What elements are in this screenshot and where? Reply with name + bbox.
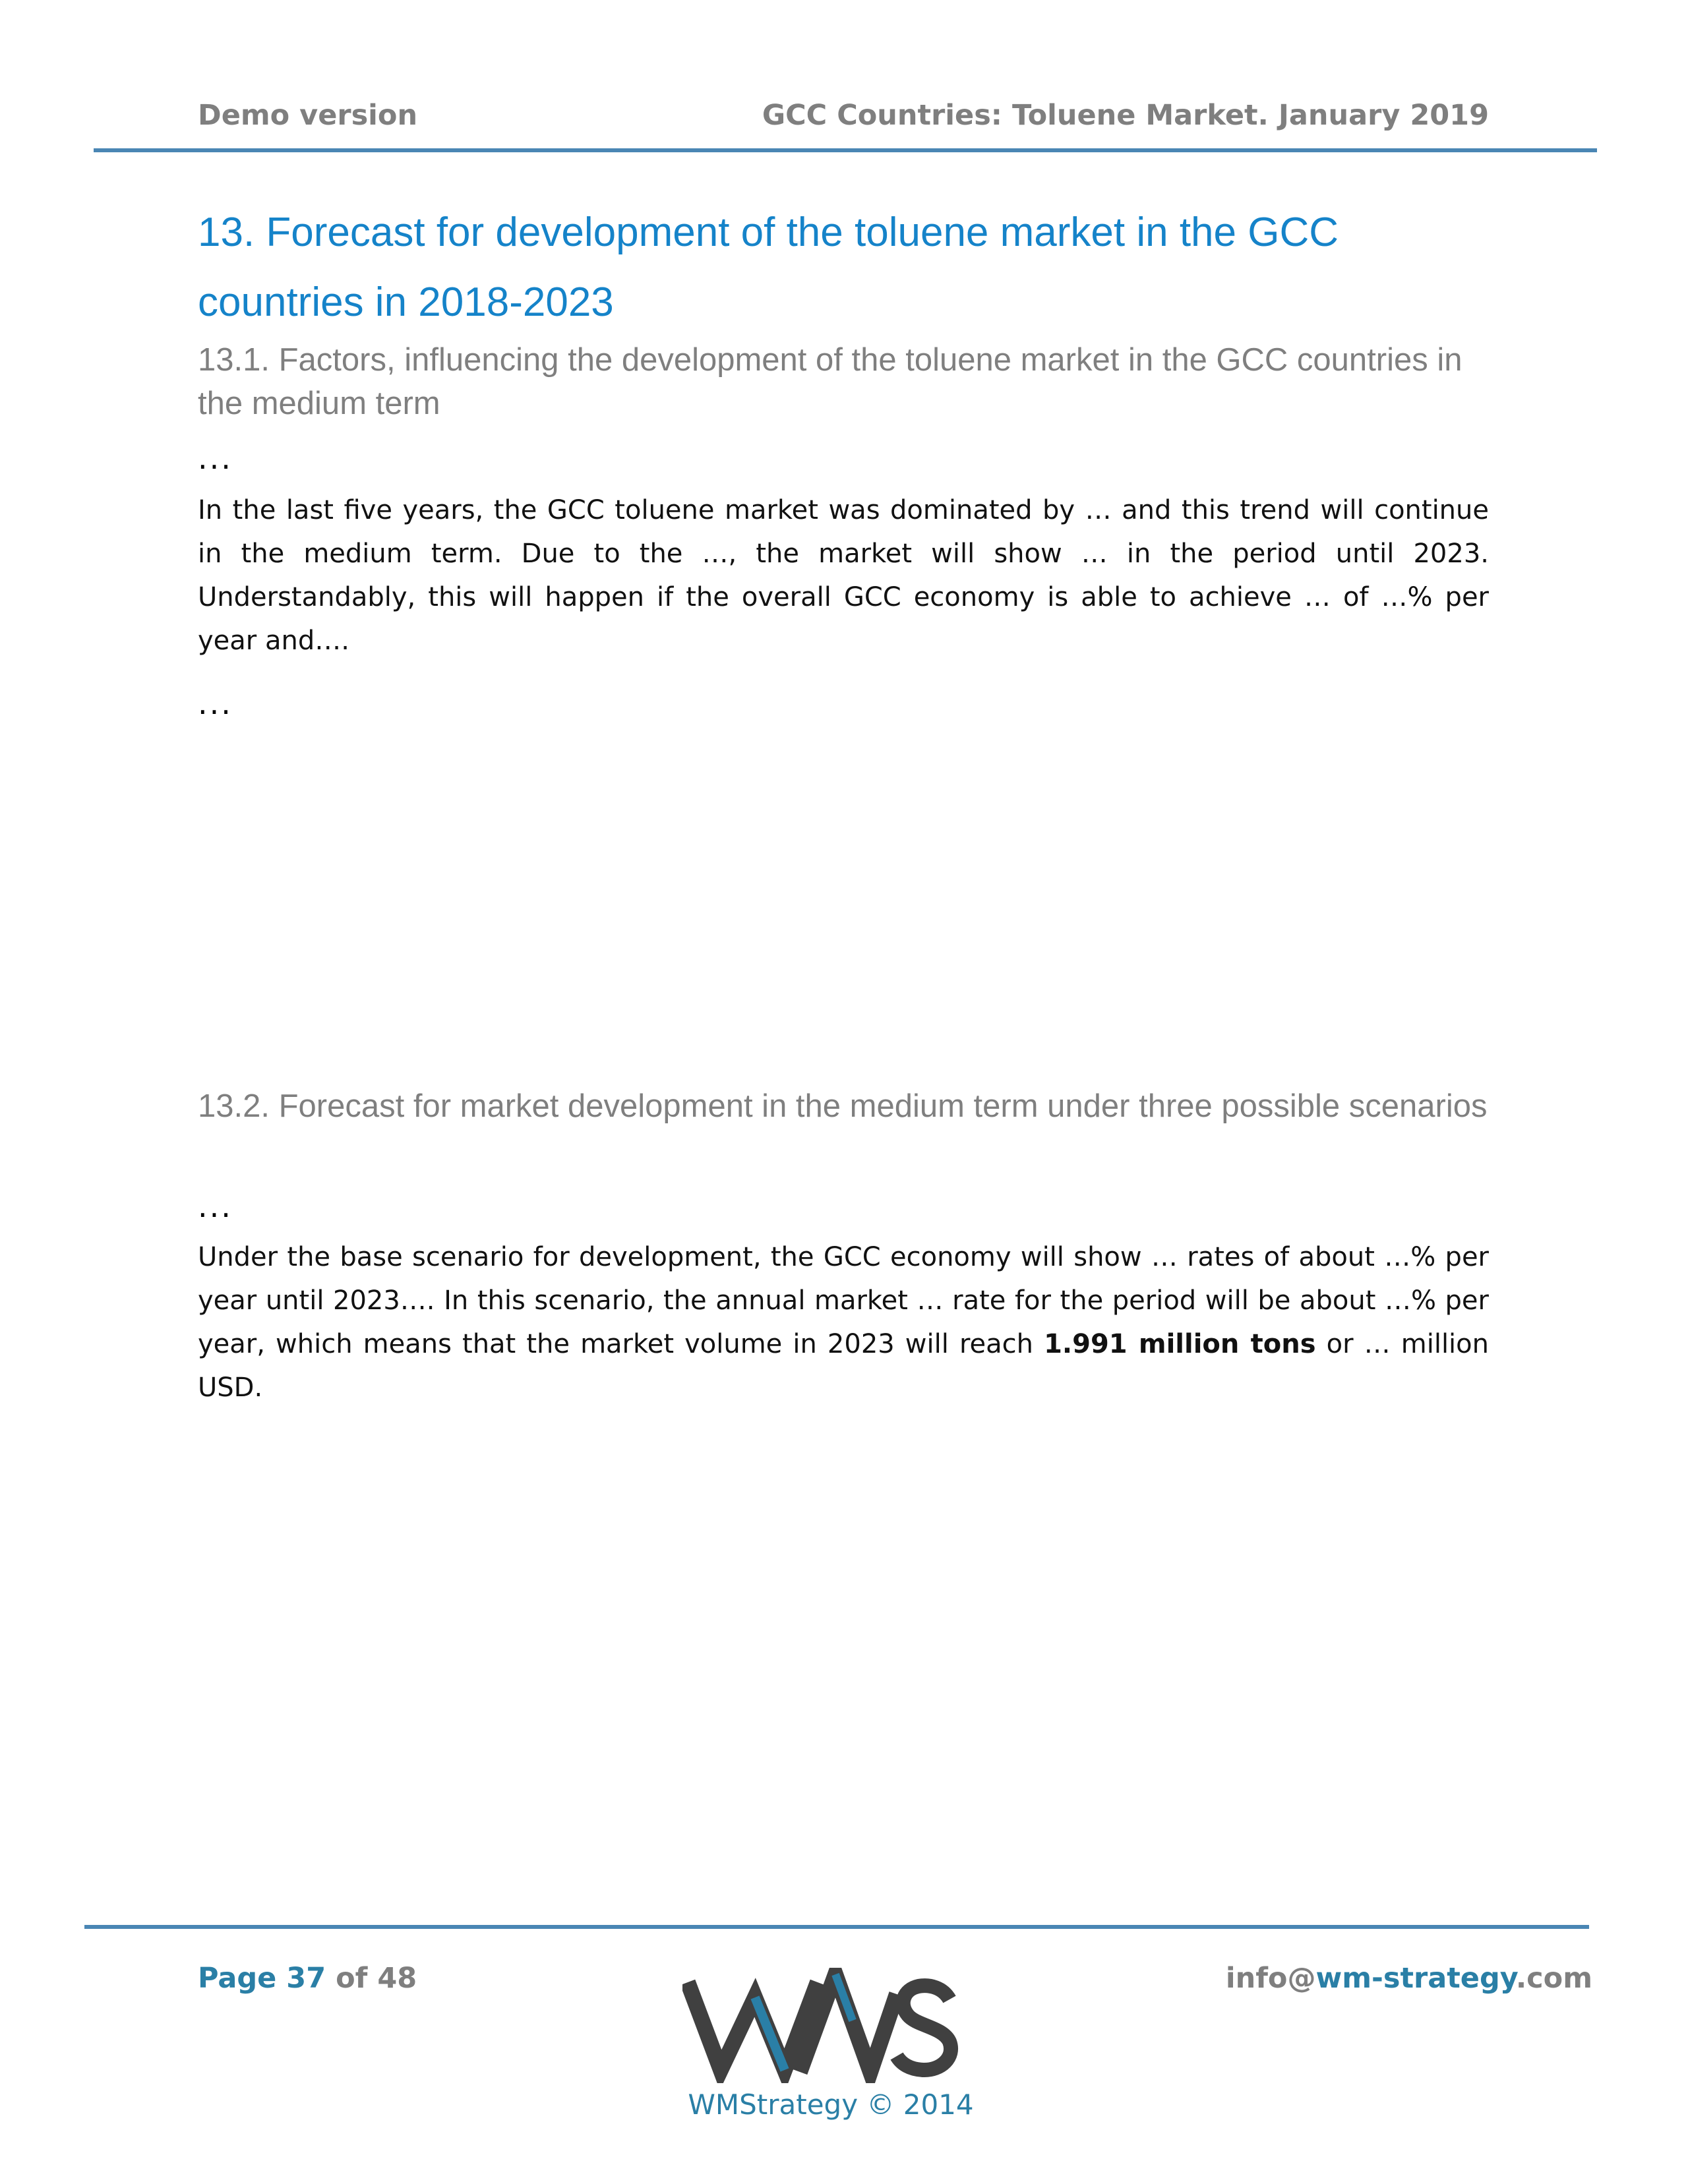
ellipsis-1: ... [198,440,233,476]
contact-email[interactable] [1226,1962,1592,1995]
ellipsis-2: ... [198,686,233,721]
subsection-13-1-title: 13.1. Factors, influencing the development of the toluene market in the GCC countries in the medium term [198,342,1462,421]
header-rule [94,148,1597,152]
header-report-title: GCC Countries: Toluene Market. January 2019 [762,99,1489,132]
page-total: 48 [377,1962,417,1995]
email-domain: wm-strategy [1315,1962,1516,1995]
ellipsis-3: ... [198,1189,233,1224]
paragraph-text-end: or … million USD. [198,1329,1489,1403]
copyright: WMStrategy © 2014 [688,2088,974,2121]
market-volume-highlight: 1.991 million tons [1044,1329,1316,1359]
email-user: info@ [1225,1962,1316,1995]
email-tld: .com [1515,1962,1592,1995]
footer-rule [84,1925,1589,1929]
subsection-13-1-paragraph: In the last five years, the GCC toluene market was dominated by … and this trend will continue in the medium term. Due to the …, the market will show … in the period until 2023. Understandably, this will happen if the overall GCC economy is able to achieve … of …% per year and…. [198,495,1489,656]
page-prefix: Page [198,1962,287,1995]
section-title: 13. Forecast for development of the toluene market in the GCC countries in 2018-2023 [198,210,1339,325]
page-of: of [326,1962,378,1995]
page-number [198,1962,417,1995]
header-demo-label: Demo version [198,99,418,132]
subsection-13-2-paragraph [198,1235,1489,1409]
wms-logo [682,1968,959,2083]
subsection-13-2-title: 13.2. Forecast for market development in the medium term under three possible scenarios [198,1088,1488,1124]
page-current: 37 [286,1962,326,1995]
paragraph-text-start: Under the base scenario for development, the GCC economy will show … rates of about …% per year until 2023…. In this scenario, the annual market … rate for the period will be about …% per year, which means that the market volume in 2023 will reach [198,1242,1489,1359]
